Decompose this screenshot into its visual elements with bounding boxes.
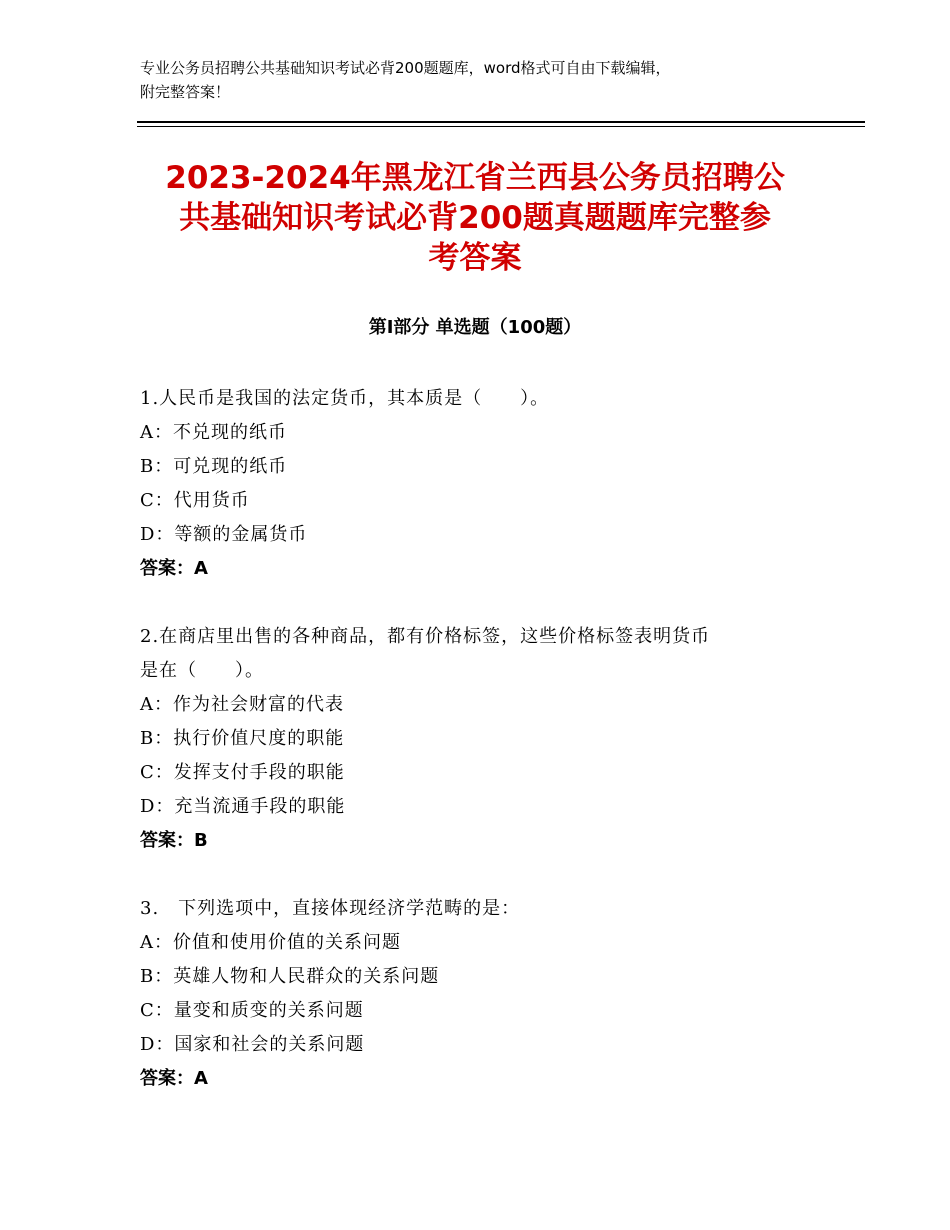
header-note xyxy=(140,56,830,104)
option-c: C：量变和质变的关系问题 xyxy=(140,1000,364,1021)
answer: 答案：B xyxy=(140,830,208,851)
question-1 xyxy=(140,382,820,586)
option-d: D：等额的金属货币 xyxy=(140,524,308,545)
document-title-line-2: 共基础知识考试必背200题真题题库完整参 xyxy=(179,200,771,236)
option-a: A：价值和使用价值的关系问题 xyxy=(140,932,401,953)
option-b: B：可兑现的纸币 xyxy=(140,456,288,477)
option-c: C：发挥支付手段的职能 xyxy=(140,762,345,783)
document-title-line-1: 2023-2024年黑龙江省兰西县公务员招聘公 xyxy=(165,160,785,196)
option-a: A：不兑现的纸币 xyxy=(140,422,287,443)
option-b: B：执行价值尺度的职能 xyxy=(140,728,345,749)
header-rule-thick xyxy=(137,121,865,123)
document-title xyxy=(120,158,830,278)
option-a: A：作为社会财富的代表 xyxy=(140,694,344,715)
answer: 答案：A xyxy=(140,1068,208,1089)
question-3 xyxy=(140,892,820,1096)
question-stem-line-2: 是在（ ）。 xyxy=(140,660,264,681)
question-2 xyxy=(140,620,820,858)
question-stem: 3. 下列选项中，直接体现经济学范畴的是： xyxy=(140,898,521,919)
question-stem: 1.人民币是我国的法定货币，其本质是（ ）。 xyxy=(140,388,550,409)
option-d: D：国家和社会的关系问题 xyxy=(140,1034,365,1055)
answer: 答案：A xyxy=(140,558,208,579)
header-note-line-2: 附完整答案！ xyxy=(140,83,231,101)
document-title-line-3: 考答案 xyxy=(428,240,522,276)
option-b: B：英雄人物和人民群众的关系问题 xyxy=(140,966,440,987)
option-d: D：充当流通手段的职能 xyxy=(140,796,346,817)
section-title: 第Ⅰ部分 单选题（100题） xyxy=(368,317,582,338)
header-rule-thin xyxy=(137,126,865,127)
header-note-line-1: 专业公务员招聘公共基础知识考试必背200题题库，word格式可自由下载编辑， xyxy=(140,59,671,77)
question-list xyxy=(140,382,820,1130)
question-stem-line-1: 2.在商店里出售的各种商品，都有价格标签，这些价格标签表明货币 xyxy=(140,626,711,647)
option-c: C：代用货币 xyxy=(140,490,250,511)
